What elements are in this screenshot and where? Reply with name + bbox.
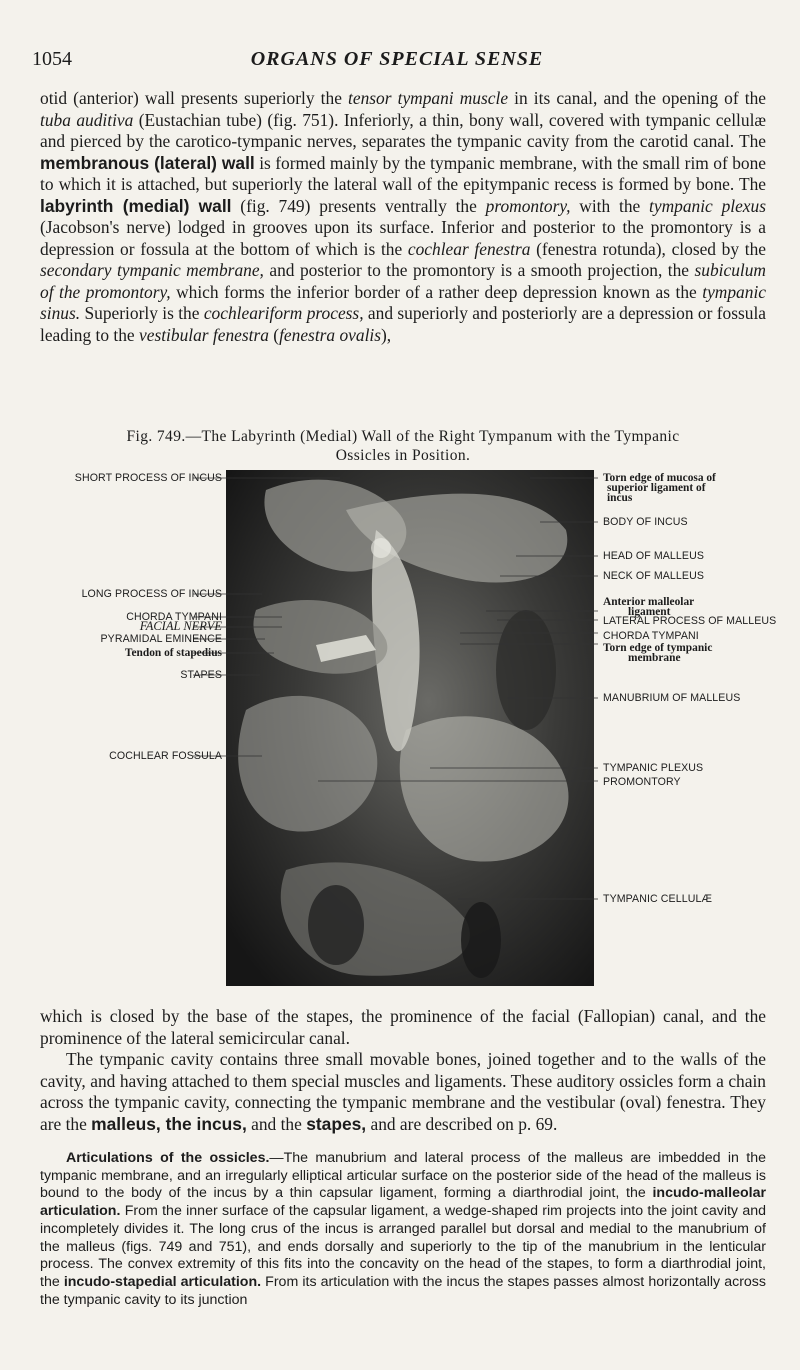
paragraph-articulations: Articulations of the ossicles.—The manubrium and lateral process of the malleus are imbedded in the tympanic membrane, and an irregularly elliptical articular surface on the posterior side of the head of the malleus is bound to the body of the incus by a thin capsular ligament, forming a diarthrodial joint, the incudo-malleolar articulation. From the inner surface of the capsular ligament, a wedge-shaped rim projects into the joint cavity and incompletely divides it. The long crus of the incus is arranged parallel but dorsal and medial to the manubrium of the malleus (figs. 749 and 751), and ends dorsally and superiorly to the tip of the manubrium in the lenticular process. The convex extremity of this fits into the concavity on the head of the stapes, to form a diarthrodial joint, the incudo-stapedial articulation. From its articulation with the incus the stapes passes almost horizontally across the tympanic cavity to its junction [40, 1150, 766, 1308]
label-facial-nerve: FACIAL NERVE [139, 619, 222, 633]
label-pyramidal-eminence: PYRAMIDAL EMINENCE [100, 633, 222, 645]
label-anterior-malleolar-1: Anterior malleolar [603, 596, 695, 608]
paragraph-ossicles: which is closed by the base of the stapes, the prominence of the facial (Fallopian) canal, and the prominence of the lateral semicircular canal. The tympanic cavity contains three small movable bones, joined together and to the walls of the cavity, and having attached to them special muscles and ligaments. These auditory ossicles form a chain across the tympanic cavity, connecting the tympanic membrane and the vestibular (oval) fenestra. They are the malleus, the incus, and the stapes, and are described on p. 69. [40, 1006, 766, 1134]
label-stapes: STAPES [180, 669, 222, 681]
label-tympanic-cellulae: TYMPANIC CELLULÆ [603, 893, 713, 905]
label-long-process-of-incus: LONG PROCESS OF INCUS [81, 588, 222, 600]
figure-caption [40, 427, 766, 465]
label-tendon-of-stapedius: Tendon of stapedius [124, 647, 222, 659]
label-tympanic-plexus: TYMPANIC PLEXUS [603, 762, 704, 774]
label-torn-edge-mucosa-2: superior ligament of [607, 482, 706, 494]
label-neck-of-malleus: NECK OF MALLEUS [603, 570, 704, 582]
running-title: ORGANS OF SPECIAL SENSE [250, 48, 544, 70]
label-promontory: PROMONTORY [603, 776, 681, 788]
label-cochlear-fossula: COCHLEAR FOSSULA [109, 750, 222, 762]
page-header [32, 48, 762, 78]
paragraph-tympanic-walls: otid (anterior) wall presents superiorly the tensor tympani muscle in its canal, and the opening of the tuba auditiva (Eustachian tube) (fig. 751). Inferiorly, a thin, bony wall, covered with tympanic cellulæ and pierced by the carotico-tympanic nerves, separates the tympanic cavity from the carotid canal. The membranous (lateral) wall is formed mainly by the tympanic membrane, with the small rim of bone to which it is attached, but superiorly the lateral wall of the epitympanic recess is formed by bone. The labyrinth (medial) wall (fig. 749) presents ventrally the promontory, with the tympanic plexus (Jacobson's nerve) lodged in grooves upon its surface. Inferior and posterior to the promontory is a depression or fossula at the bottom of which is the cochlear fenestra (fenestra rotunda), closed by the secondary tympanic membrane, and posterior to the promontory is a smooth projection, the subiculum of the promontory, which forms the inferior border of a rather deep depression known as the tympanic sinus. Superiorly is the cochleariform process, and superiorly and posteriorly are a depression or fossula leading to the vestibular fenestra (fenestra ovalis), [40, 88, 767, 345]
label-chorda-tympani-left: CHORDA TYMPANI [126, 611, 222, 623]
label-head-of-malleus: HEAD OF MALLEUS [603, 550, 704, 562]
label-anterior-malleolar-2: ligament [628, 606, 671, 618]
caption-line-1: Fig. 749.—The Labyrinth (Medial) Wall of the Right Tympanum with the Tympanic [126, 428, 680, 445]
label-torn-edge-mucosa-3: incus [607, 492, 633, 504]
label-manubrium-of-malleus: MANUBRIUM OF MALLEUS [603, 692, 741, 704]
label-short-process-of-incus: SHORT PROCESS OF INCUS [74, 472, 222, 484]
label-torn-edge-tympanic-2: membrane [628, 652, 681, 664]
caption-line-2: Ossicles in Position. [335, 447, 471, 464]
leader-lines [0, 470, 800, 990]
label-torn-edge-mucosa-1: Torn edge of mucosa of [603, 472, 716, 484]
figure-749 [0, 470, 800, 990]
label-torn-edge-tympanic-1: Torn edge of tympanic [603, 642, 713, 654]
label-lateral-process-of-malleus: LATERAL PROCESS OF MALLEUS [603, 615, 777, 627]
page-number: 1054 [32, 48, 72, 70]
label-body-of-incus: BODY OF INCUS [603, 516, 688, 528]
label-chorda-tympani-right: CHORDA TYMPANI [603, 630, 699, 642]
